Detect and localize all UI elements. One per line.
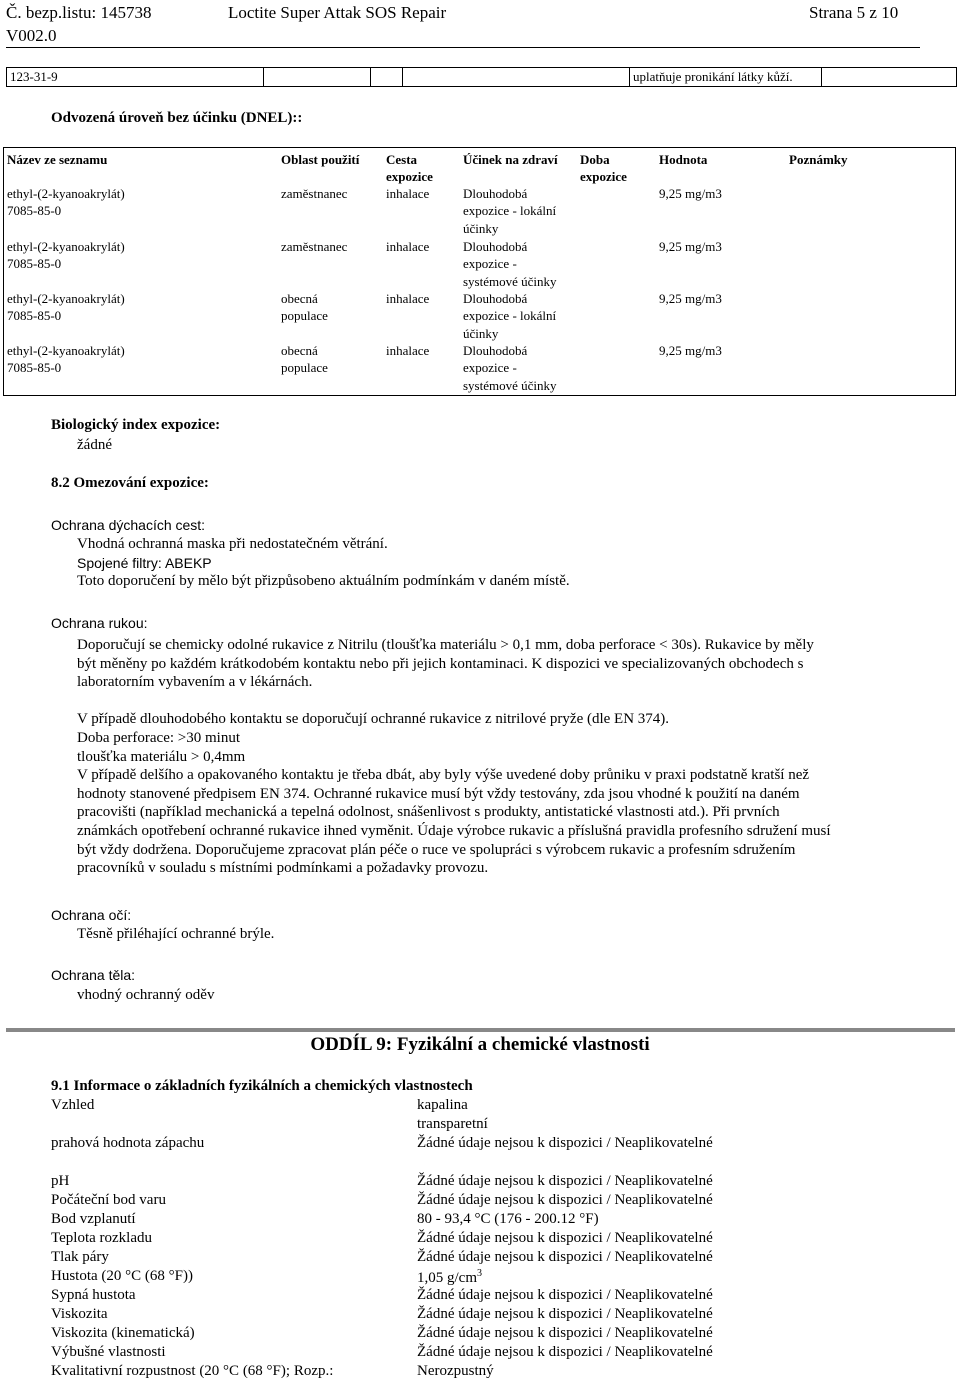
text-line: V případě delšího a opakovaného kontaktu je třeba dbát, aby byly výše uvedené doby průniku v praxi podstatně kratší než bbox=[77, 767, 810, 784]
effect-text: účinky bbox=[463, 325, 499, 341]
area-text: obecná bbox=[281, 343, 318, 358]
section-divider bbox=[6, 1028, 955, 1032]
dnel-row-name bbox=[7, 290, 125, 325]
fragment-cell-right: uplatňuje pronikání látky kůží. bbox=[630, 68, 822, 87]
prop-label: Hustota (20 °C (68 °F)) bbox=[51, 1268, 193, 1284]
dnel-row-route: inhalace bbox=[386, 186, 430, 201]
cas-number: 7085-85-0 bbox=[7, 256, 62, 272]
dnel-row-route: inhalace bbox=[386, 343, 430, 358]
dnel-row-value: 9,25 mg/m3 bbox=[659, 343, 722, 358]
prop-value: Žádné údaje nejsou k dispozici / Neaplikovatelné bbox=[417, 1287, 713, 1303]
area-text: zaměstnanec bbox=[281, 186, 348, 201]
fragment-cell bbox=[822, 68, 957, 87]
dnel-header-effect: Účinek na zdraví bbox=[463, 152, 558, 167]
text-line: Spojené filtry: ABEKP bbox=[77, 554, 212, 571]
prop-label: Výbušné vlastnosti bbox=[51, 1344, 166, 1360]
dnel-header-value: Hodnota bbox=[659, 152, 708, 167]
text-line: známkách opotřebení ochranné rukavice ihned vyměnit. Údaje výrobce rukavic a příslušná pravidla profesního sdružení musí bbox=[77, 822, 831, 839]
dnel-row-effect bbox=[463, 185, 556, 237]
eye-protection-value: Těsně přiléhající ochranné brýle. bbox=[77, 926, 275, 942]
effect-text: Dlouhodobá bbox=[463, 239, 528, 254]
prop-value: Žádné údaje nejsou k dispozici / Neaplikovatelné bbox=[417, 1135, 713, 1151]
effect-text: expozice - bbox=[463, 256, 517, 272]
section-8-2-title: 8.2 Omezování expozice: bbox=[51, 475, 209, 491]
prop-label: Tlak páry bbox=[51, 1249, 109, 1265]
dnel-row-value: 9,25 mg/m3 bbox=[659, 186, 722, 201]
eye-protection-label: Ochrana očí: bbox=[51, 907, 132, 923]
effect-text: Dlouhodobá bbox=[463, 291, 528, 306]
text-line: hodnoty stanovené předpisem EN 374. Ochranné rukavice musí být vždy testovány, zda jsou vhodné k použití na daném bbox=[77, 785, 800, 802]
area-text: obecná bbox=[281, 291, 318, 306]
effect-text: Dlouhodobá bbox=[463, 186, 528, 201]
effect-text: systémové účinky bbox=[463, 273, 557, 289]
effect-text: expozice - lokální bbox=[463, 203, 557, 219]
prop-label: Bod vzplanutí bbox=[51, 1211, 136, 1227]
text-line: laboratorním vybavením a v lékárnách. bbox=[77, 674, 313, 691]
area-text: zaměstnanec bbox=[281, 239, 348, 254]
bio-index-title: Biologický index expozice: bbox=[51, 417, 221, 433]
prop-value: transparetní bbox=[417, 1116, 488, 1132]
cas-number: 7085-85-0 bbox=[7, 360, 62, 376]
dnel-row-name bbox=[7, 342, 125, 377]
prop-value bbox=[417, 1268, 482, 1287]
effect-text: Dlouhodobá bbox=[463, 343, 528, 358]
fragment-cell-left: 123-31-9 bbox=[7, 68, 264, 87]
fragment-cell bbox=[371, 68, 403, 87]
dnel-row-effect bbox=[463, 238, 557, 290]
text-line: Vhodná ochranná maska při nedostatečném větrání. bbox=[77, 536, 388, 552]
section-9-1-title: 9.1 Informace o základních fyzikálních a chemických vlastnostech bbox=[51, 1078, 473, 1094]
text-line: pracovníků v souladu s místními podmínkami a požadavky provozu. bbox=[77, 860, 489, 877]
prop-value: Žádné údaje nejsou k dispozici / Neaplikovatelné bbox=[417, 1325, 713, 1341]
dnel-row-value: 9,25 mg/m3 bbox=[659, 239, 722, 254]
bio-index-value: žádné bbox=[77, 437, 112, 453]
prop-label: Teplota rozkladu bbox=[51, 1230, 152, 1246]
prop-value: 80 - 93,4 °C (176 - 200.12 °F) bbox=[417, 1211, 599, 1227]
cas-number: 7085-85-0 bbox=[7, 308, 62, 324]
prop-value: Žádné údaje nejsou k dispozici / Neaplikovatelné bbox=[417, 1306, 713, 1322]
body-protection-label: Ochrana těla: bbox=[51, 967, 136, 983]
area-text: populace bbox=[281, 360, 328, 376]
substance-name: ethyl-(2-kyanoakrylát) bbox=[7, 343, 125, 358]
density-unit-exponent: 3 bbox=[477, 1268, 482, 1279]
effect-text: účinky bbox=[463, 220, 499, 236]
prop-label: prahová hodnota zápachu bbox=[51, 1135, 205, 1151]
body-protection-value: vhodný ochranný oděv bbox=[77, 987, 215, 1003]
dnel-row-effect bbox=[463, 290, 556, 342]
resp-protection-label: Ochrana dýchacích cest: bbox=[51, 517, 206, 533]
dnel-row-name bbox=[7, 238, 125, 273]
text-line: V případě dlouhodobého kontaktu se doporučují ochranné rukavice z nitrilové pryže (dle EN 374). bbox=[77, 711, 670, 728]
text-line: Toto doporučení by mělo být přizpůsobeno aktuálním podmínkám v daném místě. bbox=[77, 573, 570, 590]
dnel-row-name bbox=[7, 185, 125, 220]
resp-protection-text bbox=[77, 535, 570, 591]
text-line: pracovišti (například mechanická a tepelná odolnost, snášenlivost s produkty, antistatické vlastnosti atd.). Při prvních bbox=[77, 804, 780, 821]
prop-value: Žádné údaje nejsou k dispozici / Neaplikovatelné bbox=[417, 1173, 713, 1189]
prop-value: Žádné údaje nejsou k dispozici / Neaplikovatelné bbox=[417, 1192, 713, 1208]
prop-label: Viskozita (kinematická) bbox=[51, 1325, 195, 1341]
prop-label: Kvalitativní rozpustnost (20 °C (68 °F); Rozp.: bbox=[51, 1363, 334, 1379]
prop-value: Žádné údaje nejsou k dispozici / Neaplikovatelné bbox=[417, 1344, 713, 1360]
text-line: být vždy dodržena. Doporučujeme zpracovat plán péče o ruce ve spolupráci s výrobcem rukavic a profesním sdružením bbox=[77, 841, 796, 858]
fragment-cell bbox=[264, 68, 371, 87]
dnel-row-area bbox=[281, 238, 347, 255]
hand-protection-text bbox=[77, 636, 917, 878]
prop-label: Vzhled bbox=[51, 1097, 95, 1113]
prop-value: Nerozpustný bbox=[417, 1363, 494, 1379]
prop-label: Viskozita bbox=[51, 1306, 108, 1322]
dnel-header-name: Název ze seznamu bbox=[7, 152, 108, 167]
prop-label: Počáteční bod varu bbox=[51, 1192, 166, 1208]
prop-label: pH bbox=[51, 1173, 70, 1189]
effect-text: expozice - bbox=[463, 360, 517, 376]
substance-name: ethyl-(2-kyanoakrylát) bbox=[7, 239, 125, 254]
page-number: Strana 5 z 10 bbox=[809, 3, 899, 22]
dnel-row-effect bbox=[463, 342, 557, 394]
area-text: populace bbox=[281, 308, 328, 324]
prop-value: Žádné údaje nejsou k dispozici / Neaplikovatelné bbox=[417, 1230, 713, 1246]
text-line: tloušťka materiálu > 0,4mm bbox=[77, 748, 246, 765]
sheet-number: Č. bezp.listu: 145738 bbox=[6, 3, 152, 22]
product-name: Loctite Super Attak SOS Repair bbox=[228, 3, 447, 22]
text-line: Doba perforace: >30 minut bbox=[77, 729, 240, 746]
text-line: být měněny po každém krátkodobém kontaktu nebo při jejich kontaminaci. K dispozici ve specializovaných obchodech s bbox=[77, 655, 804, 672]
dnel-row-area bbox=[281, 342, 328, 377]
density-value: 1,05 g/cm bbox=[417, 1270, 477, 1286]
dnel-header-notes: Poznámky bbox=[789, 152, 848, 167]
dnel-row-route: inhalace bbox=[386, 239, 430, 254]
dnel-row-value: 9,25 mg/m3 bbox=[659, 291, 722, 306]
dnel-header-area: Oblast použití bbox=[281, 152, 360, 167]
prop-value: kapalina bbox=[417, 1097, 468, 1113]
dnel-row-route: inhalace bbox=[386, 291, 430, 306]
header-rule bbox=[6, 47, 920, 48]
prop-value: Žádné údaje nejsou k dispozici / Neaplikovatelné bbox=[417, 1249, 713, 1265]
fragment-table bbox=[6, 67, 957, 87]
dnel-row-area bbox=[281, 290, 328, 325]
effect-text: expozice - lokální bbox=[463, 308, 557, 324]
section-9-title: ODDÍL 9: Fyzikální a chemické vlastnosti bbox=[310, 1034, 650, 1055]
dnel-row-area bbox=[281, 185, 347, 202]
text-line: Doporučují se chemicky odolné rukavice z Nitrilu (tloušťka materiálu > 0,1 mm, doba perforace < 30s). Rukavice by měly bbox=[77, 637, 814, 653]
dnel-header-duration: Doba expozice bbox=[580, 152, 627, 185]
version: V002.0 bbox=[6, 26, 57, 45]
prop-label: Sypná hustota bbox=[51, 1287, 136, 1303]
dnel-title: Odvozená úroveň bez účinku (DNEL):: bbox=[51, 110, 303, 126]
hand-protection-label: Ochrana rukou: bbox=[51, 615, 148, 631]
dnel-header-route: Cesta expozice bbox=[386, 152, 433, 185]
fragment-cell bbox=[403, 68, 630, 87]
substance-name: ethyl-(2-kyanoakrylát) bbox=[7, 186, 125, 201]
spacer bbox=[77, 692, 917, 711]
substance-name: ethyl-(2-kyanoakrylát) bbox=[7, 291, 125, 306]
cas-number: 7085-85-0 bbox=[7, 203, 62, 219]
effect-text: systémové účinky bbox=[463, 377, 557, 393]
